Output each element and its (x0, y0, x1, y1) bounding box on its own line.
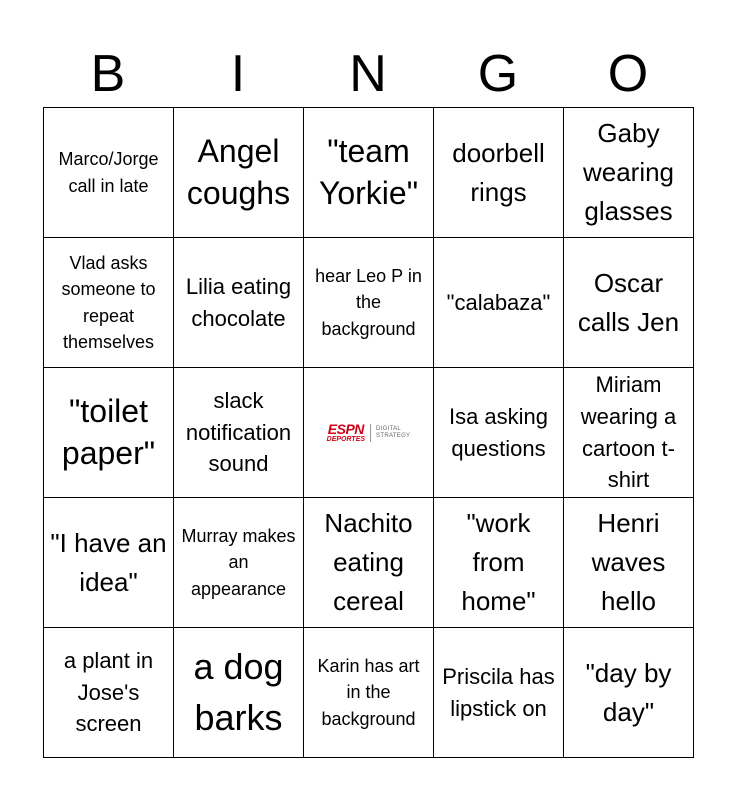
bingo-cell-text: "toilet paper" (61, 392, 156, 471)
bingo-cell-text: "day by day" (585, 657, 672, 727)
header-letter-o: O (607, 45, 649, 103)
bingo-cell-r1c5[interactable] (564, 108, 694, 238)
bingo-cell-r1c3[interactable] (304, 108, 434, 238)
bingo-cell-r3c1[interactable] (44, 368, 174, 498)
logo-tagline-line-2: STRATEGY (376, 432, 411, 439)
bingo-cell-r5c1[interactable] (44, 628, 174, 758)
free-space-cell[interactable] (304, 368, 434, 498)
bingo-cell-text: "team Yorkie" (318, 132, 419, 211)
logo-tagline (376, 426, 410, 440)
bingo-cell-text: Angel coughs (186, 132, 291, 211)
bingo-cell-r2c1[interactable] (44, 238, 174, 368)
bingo-cell-r3c4[interactable] (434, 368, 564, 498)
bingo-cell-r2c4[interactable] (434, 238, 564, 368)
bingo-cell-text: Murray makes an appearance (181, 526, 296, 599)
bingo-cell-text: doorbell rings (452, 137, 545, 207)
bingo-cell-text: Marco/Jorge call in late (58, 149, 159, 196)
bingo-cell-r1c2[interactable] (174, 108, 304, 238)
bingo-cell-text: a plant in Jose's screen (63, 647, 154, 737)
bingo-cell-r4c1[interactable] (44, 498, 174, 628)
bingo-board (43, 107, 694, 758)
bingo-cell-text: a dog barks (193, 646, 284, 738)
bingo-cell-r2c3[interactable] (304, 238, 434, 368)
bingo-cell-text: Oscar calls Jen (577, 267, 680, 337)
header-letter-g: G (477, 45, 519, 103)
bingo-cell-r5c5[interactable] (564, 628, 694, 758)
logo-tagline-line-1: DIGITAL (376, 425, 402, 432)
bingo-cell-r4c5[interactable] (564, 498, 694, 628)
bingo-cell-r4c4[interactable] (434, 498, 564, 628)
bingo-cell-text: Karin has art in the background (317, 656, 420, 729)
bingo-cell-r4c3[interactable] (304, 498, 434, 628)
bingo-cell-text: hear Leo P in the background (315, 266, 422, 339)
bingo-cell-text: Isa asking questions (448, 403, 549, 461)
header-letter-b: B (90, 45, 126, 103)
bingo-cell-text: Priscila has lipstick on (442, 663, 555, 721)
bingo-cell-r2c2[interactable] (174, 238, 304, 368)
espn-deportes-logo (327, 422, 411, 443)
logo-secondary-text: DEPORTES (326, 436, 366, 443)
bingo-cell-text: "work from home" (461, 508, 536, 616)
bingo-cell-r5c4[interactable] (434, 628, 564, 758)
bingo-cell-r1c4[interactable] (434, 108, 564, 238)
bingo-cell-r3c5[interactable] (564, 368, 694, 498)
bingo-header (43, 40, 693, 108)
bingo-cell-r3c2[interactable] (174, 368, 304, 498)
bingo-cell-text: "calabaza" (446, 289, 551, 315)
bingo-cell-r5c3[interactable] (304, 628, 434, 758)
bingo-cell-text: Miriam wearing a cartoon t-shirt (580, 371, 677, 493)
bingo-cell-r4c2[interactable] (174, 498, 304, 628)
bingo-cell-text: Henri waves hello (591, 508, 666, 616)
bingo-cell-r5c2[interactable] (174, 628, 304, 758)
logo-primary-text: ESPN (327, 421, 364, 437)
header-letter-i: I (230, 45, 246, 103)
bingo-cell-text: Nachito eating cereal (324, 508, 413, 616)
header-letter-n: N (349, 45, 387, 103)
bingo-cell-text: Gaby wearing glasses (582, 118, 675, 226)
bingo-cell-text: "I have an idea" (50, 527, 167, 597)
bingo-cell-r1c1[interactable] (44, 108, 174, 238)
bingo-cell-text: Vlad asks someone to repeat themselves (61, 253, 156, 352)
bingo-cell-text: Lilia eating chocolate (185, 273, 292, 331)
bingo-cell-text: slack notification sound (185, 387, 292, 477)
bingo-cell-r2c5[interactable] (564, 238, 694, 368)
logo-divider (370, 424, 371, 442)
espn-mark (327, 422, 365, 443)
